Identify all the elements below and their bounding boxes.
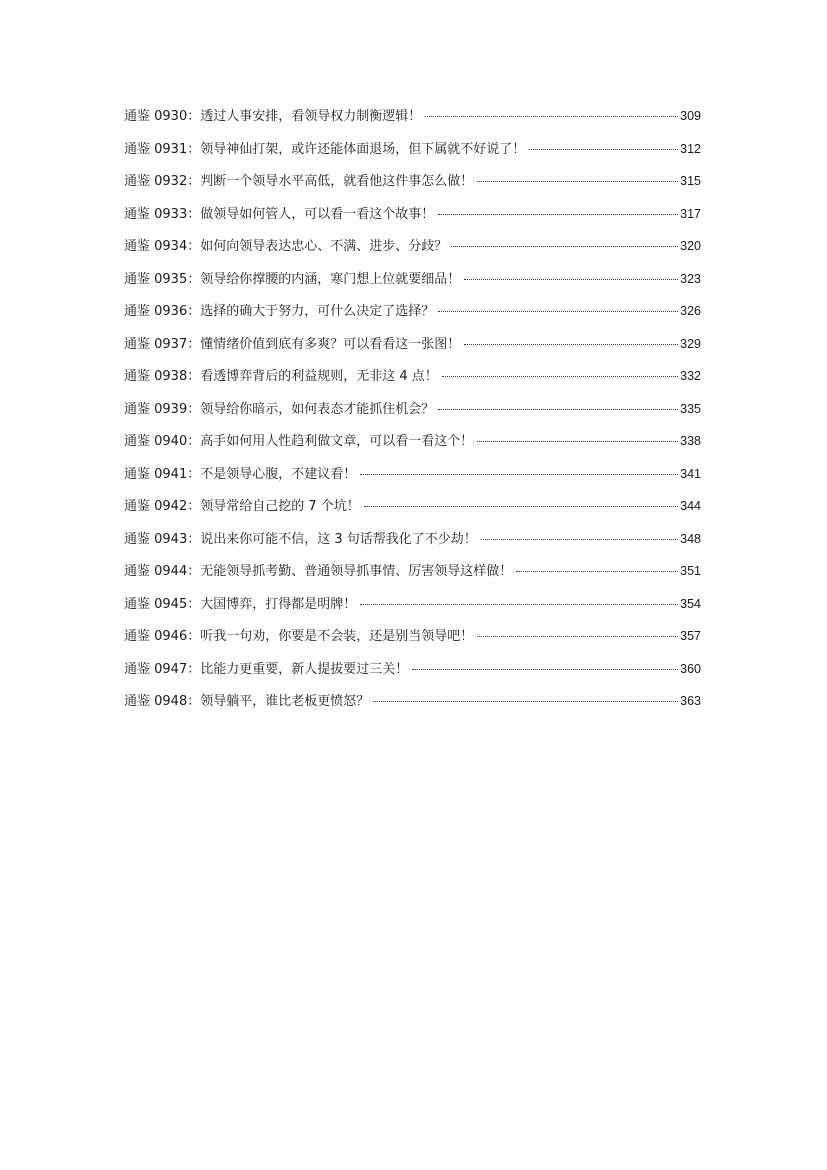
toc-entry-title[interactable]: 通鉴 0939：领导给你暗示，如何表态才能抓住机会？ (124, 401, 435, 417)
dot-leader (360, 473, 678, 475)
toc-entry-page-number[interactable]: 309 (680, 109, 701, 123)
toc-entry-page-number[interactable]: 315 (680, 174, 701, 188)
toc-entry[interactable] (124, 691, 701, 724)
toc-entry-page-number[interactable]: 348 (680, 531, 701, 546)
dot-leader (464, 278, 678, 280)
toc-entry[interactable] (124, 366, 701, 399)
dot-leader (516, 570, 678, 572)
toc-entry-page-number[interactable]: 317 (680, 206, 701, 221)
toc-entry-page-number[interactable]: 329 (680, 336, 701, 351)
toc-entry-title[interactable]: 通鉴 0930：透过人事安排，看领导权力制衡逻辑！ (124, 109, 422, 124)
toc-entry-title[interactable]: 通鉴 0935：领导给你撑腰的内涵，寒门想上位就要细品！ (124, 271, 461, 287)
toc-entry-page-number[interactable]: 357 (680, 629, 701, 643)
toc-entry-page-number[interactable]: 363 (680, 694, 701, 708)
toc-entry-page-number[interactable]: 338 (680, 434, 701, 448)
toc-entry-page-number[interactable]: 360 (680, 661, 701, 676)
toc-entry[interactable] (124, 594, 701, 627)
toc-entry-title[interactable]: 通鉴 0942：领导常给自己挖的 7 个坑！ (124, 499, 360, 514)
toc-entry-page-number[interactable]: 354 (680, 596, 701, 611)
dot-leader (477, 440, 678, 442)
toc-entry-title[interactable]: 通鉴 0948：领导躺平，谁比老板更愤怒？ (124, 694, 370, 709)
toc-entry[interactable] (124, 561, 701, 594)
toc-entry-page-number[interactable]: 312 (680, 141, 701, 156)
toc-entry[interactable] (124, 464, 701, 497)
dot-leader (364, 505, 678, 507)
toc-entry-page-number[interactable]: 344 (680, 499, 701, 513)
toc-entry-page-number[interactable]: 341 (680, 466, 701, 481)
toc-entry[interactable] (124, 269, 701, 302)
toc-entry[interactable] (124, 626, 701, 659)
toc-entry-title[interactable]: 通鉴 0933：做领导如何管人，可以看一看这个故事！ (124, 206, 435, 222)
toc-entry-title[interactable]: 通鉴 0940：高手如何用人性趋利做文章，可以看一看这个！ (124, 434, 474, 449)
toc-entry-page-number[interactable]: 335 (680, 401, 701, 416)
toc-entry-page-number[interactable]: 323 (680, 271, 701, 286)
toc-entry-title[interactable]: 通鉴 0931：领导神仙打架，或许还能体面退场，但下属就不好说了！ (124, 141, 526, 157)
dot-leader (438, 213, 678, 215)
toc-entry[interactable] (124, 171, 701, 204)
toc-entry-page-number[interactable]: 351 (680, 564, 701, 578)
dot-leader (438, 310, 678, 312)
toc-entry-title[interactable]: 通鉴 0946：听我一句劝，你要是不会装，还是别当领导吧！ (124, 629, 474, 644)
toc-entry[interactable] (124, 301, 701, 334)
toc-entry-page-number[interactable]: 326 (680, 304, 701, 318)
toc-entry[interactable] (124, 399, 701, 432)
dot-leader (451, 245, 678, 247)
toc-entry-title[interactable]: 通鉴 0943：说出来你可能不信，这 3 句话帮我化了不少劫！ (124, 531, 477, 547)
toc-entry[interactable] (124, 204, 701, 237)
toc-entry-title[interactable]: 通鉴 0932：判断一个领导水平高低，就看他这件事怎么做！ (124, 174, 474, 189)
dot-leader (481, 538, 678, 540)
toc-entry[interactable] (124, 236, 701, 269)
toc-entry[interactable] (124, 334, 701, 367)
toc-entry[interactable] (124, 496, 701, 529)
toc-entry-title[interactable]: 通鉴 0936：选择的确大于努力，可什么决定了选择？ (124, 304, 435, 319)
dot-leader (477, 635, 678, 637)
dot-leader (529, 148, 678, 150)
dot-leader (477, 180, 678, 182)
dot-leader (442, 375, 678, 377)
toc-entry-title[interactable]: 通鉴 0944：无能领导抓考勤、普通领导抓事情、厉害领导这样做！ (124, 564, 513, 579)
toc-entry-title[interactable]: 通鉴 0947：比能力更重要，新人提拔要过三关！ (124, 661, 409, 677)
dot-leader (464, 343, 678, 345)
toc-entry[interactable] (124, 106, 701, 139)
toc-entry[interactable] (124, 139, 701, 172)
toc-entry[interactable] (124, 529, 701, 562)
dot-leader (412, 668, 678, 670)
toc-entry-title[interactable]: 通鉴 0945：大国博弈，打得都是明牌！ (124, 596, 357, 612)
dot-leader (425, 115, 678, 117)
toc-entry-title[interactable]: 通鉴 0938：看透博弈背后的利益规则，无非这 4 点！ (124, 369, 438, 384)
dot-leader (360, 603, 678, 605)
toc-entry-page-number[interactable]: 320 (680, 239, 701, 253)
toc-entry[interactable] (124, 659, 701, 692)
toc-entry-title[interactable]: 通鉴 0941：不是领导心腹，不建议看！ (124, 466, 357, 482)
dot-leader (438, 408, 678, 410)
toc-entry-page-number[interactable]: 332 (680, 369, 701, 383)
dot-leader (373, 700, 678, 702)
toc-entry-title[interactable]: 通鉴 0937：懂情绪价值到底有多爽？可以看看这一张图！ (124, 336, 461, 352)
toc-entry[interactable] (124, 431, 701, 464)
table-of-contents (124, 106, 701, 724)
toc-entry-title[interactable]: 通鉴 0934：如何向领导表达忠心、不满、进步、分歧？ (124, 239, 448, 254)
